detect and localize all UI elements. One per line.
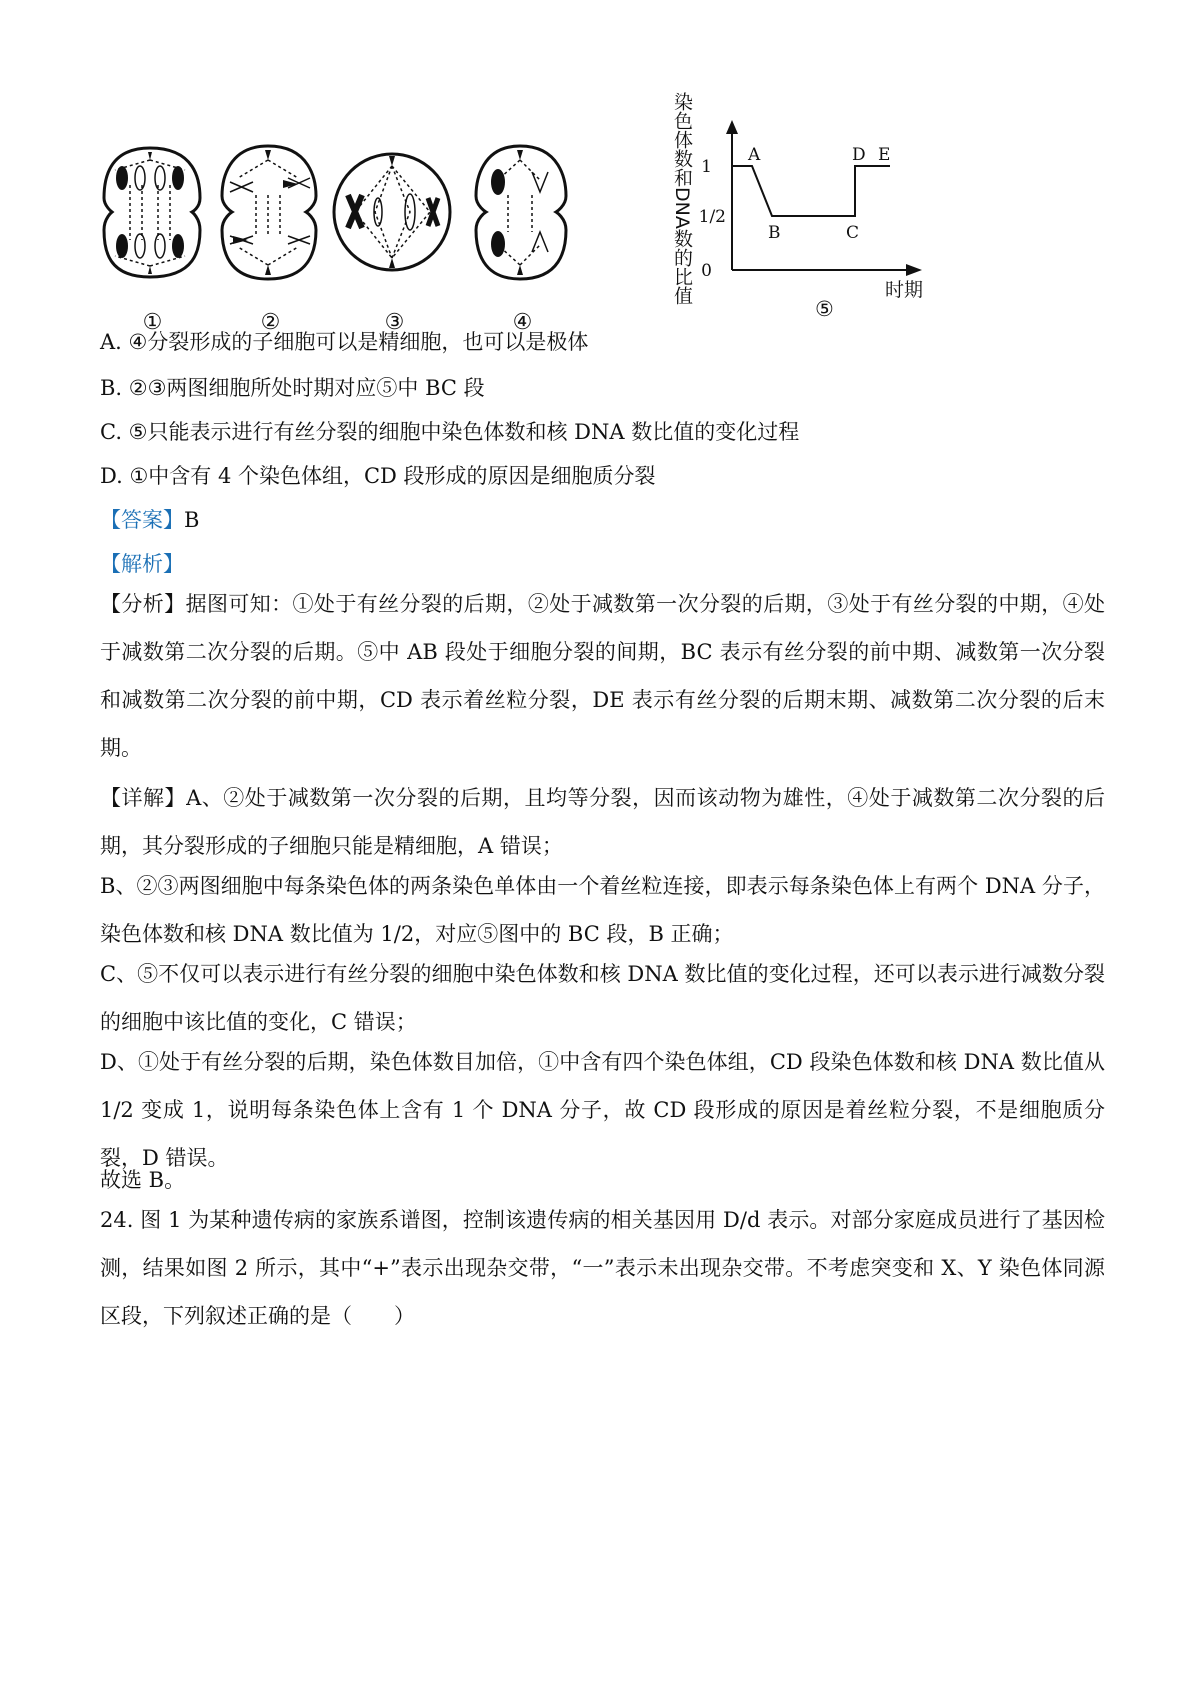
chart-ylabel: 染色体数和DNA数的比值: [671, 92, 693, 305]
detail-paragraph-c: C、⑤不仅可以表示进行有丝分裂的细胞中染色体数和核 DNA 数比值的变化过程，还可以表示进行减数分裂的细胞中该比值的变化，C 错误；: [100, 962, 1105, 1034]
conclusion: 故选 B。: [100, 1168, 186, 1192]
answer-tag: 【答案】: [100, 508, 184, 532]
chart-ytick-1: 1: [701, 157, 712, 177]
option-c: C. ⑤只能表示进行有丝分裂的细胞中染色体数和核 DNA 数比值的变化过程: [100, 420, 800, 444]
analysis-paragraph: [100, 580, 1105, 772]
detail-paragraph-b: B、②③两图细胞中每条染色体的两条染色单体由一个着丝粒连接，即表示每条染色体上有两个 DNA 分子，染色体数和核 DNA 数比值为 1/2，对应⑤图中的 BC 段，B 正确；: [100, 874, 1105, 946]
chart-point-label-c: C: [846, 223, 860, 243]
chart-ytick-0: 0: [701, 261, 712, 281]
cell-caption-1: ①: [142, 310, 163, 335]
answer-value: B: [184, 508, 200, 532]
detail-a-text: A、②处于减数第一次分裂的后期，且均等分裂，因而该动物为雄性，④处于减数第二次分裂的后期，其分裂形成的子细胞只能是精细胞，A 错误；: [100, 786, 1105, 858]
cell-diagram-4: [470, 140, 575, 285]
option-a: A. ④分裂形成的子细胞可以是精细胞，也可以是极体: [100, 330, 589, 354]
chart-series-line: [732, 166, 890, 216]
detail-tag: 【详解】: [100, 786, 187, 810]
chart-point-label-a: A: [748, 145, 761, 165]
answer-line: [100, 504, 199, 534]
chart-y-axis-arrow: [726, 120, 738, 134]
detail-paragraph-d: D、①处于有丝分裂的后期，染色体数目加倍，①中含有四个染色体组，CD 段染色体数和核 DNA 数比值从 1/2 变成 1，说明每条染色体上含有 1 个 DNA 分子，故 CD 段形成的原因是着丝粒分裂，不是细胞质分裂，D 错误。: [100, 1050, 1105, 1170]
chart-point-label-d: D: [852, 145, 866, 165]
cell-caption-2: ②: [260, 310, 281, 335]
chart-xlabel: 时期: [885, 279, 924, 301]
analysis-subtag: 【分析】: [100, 592, 186, 616]
analysis-text: 据图可知：①处于有丝分裂的后期，②处于减数第一次分裂的后期，③处于有丝分裂的中期，④处于减数第二次分裂的后期。⑤中 AB 段处于细胞分裂的间期，BC 表示有丝分裂的前中期、减数第一次分裂和减数第二次分裂的前中期，CD 表示着丝粒分裂，DE 表示有丝分裂的后期末期、减数第二次分裂的后末期。: [100, 592, 1106, 760]
cell-caption-3: ③: [384, 310, 405, 335]
detail-paragraph-a: [100, 774, 1105, 870]
question-24: 24. 图 1 为某种遗传病的家族系谱图，控制该遗传病的相关基因用 D/d 表示。对部分家庭成员进行了基因检测，结果如图 2 所示，其中“+”表示出现杂交带，“一”表示未出现杂交带。不考虑突变和 X、Y 染色体同源区段，下列叙述正确的是（ ）: [100, 1208, 1105, 1328]
option-b: B. ②③两图细胞所处时期对应⑤中 BC 段: [100, 376, 485, 400]
chart-point-label-e: E: [878, 145, 891, 165]
cell-caption-4: ④: [512, 310, 533, 335]
chart-point-label-b: B: [768, 223, 781, 243]
cell-diagram-1: [100, 140, 205, 285]
figure-cells-and-graph: [100, 90, 924, 350]
option-d: D. ①中含有 4 个染色体组，CD 段形成的原因是细胞质分裂: [100, 464, 656, 488]
cell-diagram-2: [218, 140, 323, 285]
cell-diagram-3: [330, 140, 455, 285]
analysis-tag: 【解析】: [100, 552, 184, 576]
chart-x-axis-arrow: [906, 264, 922, 276]
chart-ytick-half: 1/2: [698, 207, 726, 227]
ratio-line-chart: [660, 90, 990, 350]
chart-caption: ⑤: [815, 297, 834, 321]
